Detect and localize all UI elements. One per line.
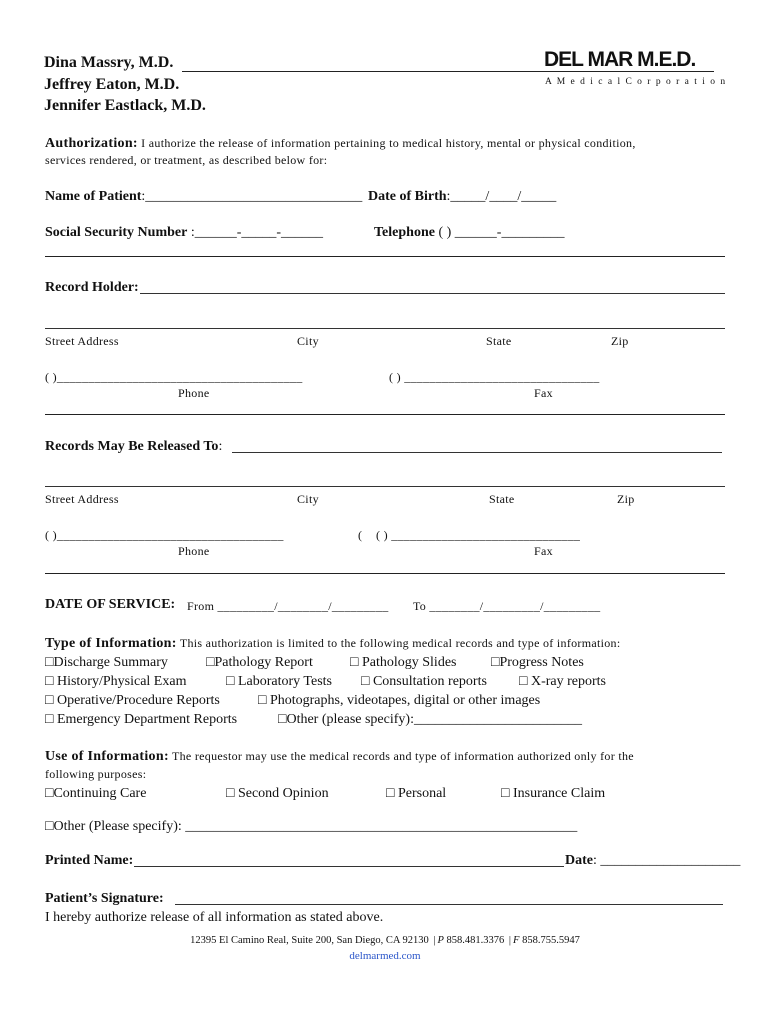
rt-phone-caption: Phone bbox=[178, 544, 210, 558]
signature-date-field[interactable] bbox=[565, 853, 740, 869]
type-of-info-label: Type of Information: bbox=[45, 636, 177, 651]
released-to-address-input[interactable] bbox=[45, 486, 725, 487]
rh-phone-input[interactable]: ( )_______________________________________ bbox=[45, 370, 303, 384]
option-label: Second Opinion bbox=[237, 786, 329, 801]
service-to-input[interactable]: To ________/_________/_________ bbox=[413, 599, 601, 613]
use-of-info-label: Use of Information: bbox=[45, 749, 169, 764]
divider-1 bbox=[45, 256, 725, 257]
dob-label: Date of Birth bbox=[368, 189, 447, 204]
ssn-blank: :______-_____-______ bbox=[187, 225, 324, 240]
option-label: History/Physical Exam bbox=[56, 674, 187, 689]
ssn-label: Social Security Number bbox=[45, 225, 188, 240]
printed-name-input[interactable] bbox=[134, 866, 564, 867]
checkbox-discharge-summary[interactable] bbox=[45, 655, 168, 671]
rt-fax-input[interactable]: ( ) ______________________________ bbox=[376, 528, 581, 542]
rt-city-caption: City bbox=[297, 492, 319, 506]
rt-fax-caption: Fax bbox=[534, 544, 553, 558]
rh-street-caption: Street Address bbox=[45, 334, 119, 348]
rt-fax-paren: ( bbox=[358, 528, 363, 542]
checkbox-operative-reports[interactable] bbox=[45, 693, 220, 709]
rt-zip-caption: Zip bbox=[617, 492, 635, 506]
released-to-input[interactable] bbox=[232, 452, 722, 453]
authorization-text-2: services rendered, or treatment, as described below for: bbox=[45, 153, 328, 167]
patient-name-field[interactable] bbox=[45, 189, 362, 205]
signature-date-label: Date bbox=[565, 853, 593, 868]
checkbox-other-type[interactable] bbox=[278, 712, 582, 728]
printed-name-label: Printed Name: bbox=[45, 853, 134, 868]
checkbox-progress-notes[interactable] bbox=[491, 655, 584, 671]
use-of-info-desc-2: following purposes: bbox=[45, 767, 147, 781]
date-of-service-label: DATE OF SERVICE: bbox=[45, 597, 176, 612]
rh-state-caption: State bbox=[486, 334, 512, 348]
option-label: X-ray reports bbox=[530, 674, 606, 689]
rh-city-caption: City bbox=[297, 334, 319, 348]
checkbox-pathology-slides[interactable] bbox=[350, 655, 456, 671]
rt-phone-input[interactable]: ( )____________________________________ bbox=[45, 528, 284, 542]
rt-state-caption: State bbox=[489, 492, 515, 506]
rh-phone-caption: Phone bbox=[178, 386, 210, 400]
checkbox-photographs[interactable] bbox=[258, 693, 540, 709]
divider-2 bbox=[45, 414, 725, 415]
signature-date-blank: : ____________________ bbox=[593, 853, 741, 868]
option-label: Pathology Slides bbox=[361, 655, 457, 670]
released-to-field bbox=[45, 439, 222, 455]
checkbox-other-use[interactable] bbox=[45, 819, 577, 835]
checkbox-xray-reports[interactable] bbox=[519, 674, 606, 690]
checkbox-laboratory-tests[interactable] bbox=[226, 674, 332, 690]
dob-blank: :_____/____/_____ bbox=[446, 189, 557, 204]
doctor-name-1: Dina Massry, M.D. bbox=[44, 54, 174, 71]
footer-contact: 12395 El Camino Real, Suite 200, San Diego, CA 92130 | P 858.481.3376 | F 858.755.5947 bbox=[190, 935, 580, 946]
footer-fax-prefix: F bbox=[513, 935, 520, 946]
patient-name-blank: :_______________________________ bbox=[141, 189, 363, 204]
logo-sub: A M e d i c a l C o r p o r a t i o n bbox=[545, 77, 727, 87]
released-to-label: Records May Be Released To bbox=[45, 439, 219, 454]
option-label: Operative/Procedure Reports bbox=[56, 693, 220, 708]
option-label: Discharge Summary bbox=[53, 655, 168, 670]
authorization-label: Authorization: bbox=[45, 136, 138, 151]
doctor-name-3: Jennifer Eastlack, M.D. bbox=[44, 97, 206, 114]
footer-phone-prefix: P bbox=[437, 935, 444, 946]
released-to-colon: : bbox=[218, 439, 223, 454]
footer-fax: 858.755.5947 bbox=[519, 935, 580, 946]
option-label: Other (please specify):________________________ bbox=[286, 712, 582, 727]
authorize-statement: I hereby authorize release of all information as stated above. bbox=[45, 910, 384, 925]
record-holder-label: Record Holder: bbox=[45, 280, 139, 295]
option-label: Laboratory Tests bbox=[237, 674, 332, 689]
telephone-field[interactable] bbox=[374, 225, 564, 241]
option-label: Consultation reports bbox=[372, 674, 487, 689]
checkbox-history-physical[interactable] bbox=[45, 674, 186, 690]
footer-website-link[interactable]: delmarmed.com bbox=[349, 950, 421, 962]
checkbox-pathology-report[interactable] bbox=[206, 655, 313, 671]
doctor-name-2: Jeffrey Eaton, M.D. bbox=[44, 76, 180, 93]
service-from-input[interactable]: From _________/________/_________ bbox=[187, 599, 389, 613]
authorization-line-1 bbox=[45, 136, 636, 152]
record-holder-address-input[interactable] bbox=[45, 328, 725, 329]
checkbox-insurance-claim[interactable] bbox=[501, 786, 605, 802]
patient-name-label: Name of Patient bbox=[45, 189, 142, 204]
option-label: Emergency Department Reports bbox=[56, 712, 238, 727]
patient-signature-input[interactable] bbox=[175, 904, 723, 905]
option-label: Continuing Care bbox=[53, 786, 147, 801]
option-label: Insurance Claim bbox=[512, 786, 606, 801]
type-of-info-header bbox=[45, 636, 621, 652]
use-of-info-header bbox=[45, 749, 634, 765]
dob-field[interactable] bbox=[368, 189, 556, 205]
ssn-field[interactable] bbox=[45, 225, 323, 241]
option-label: Personal bbox=[397, 786, 447, 801]
logo-main: DEL MAR M.E.D. bbox=[544, 48, 696, 71]
footer-phone: 858.481.3376 bbox=[443, 935, 505, 946]
option-label: Pathology Report bbox=[214, 655, 313, 670]
telephone-label: Telephone bbox=[374, 225, 435, 240]
rh-fax-input[interactable]: ( ) _______________________________ bbox=[389, 370, 600, 384]
checkbox-consultation-reports[interactable] bbox=[361, 674, 487, 690]
rh-fax-caption: Fax bbox=[534, 386, 553, 400]
patient-signature-label: Patient’s Signature: bbox=[45, 891, 164, 906]
use-of-info-desc-1: The requestor may use the medical records and type of information authorized only for the bbox=[168, 749, 634, 763]
type-of-info-desc: This authorization is limited to the following medical records and type of information: bbox=[176, 636, 621, 650]
divider-3 bbox=[45, 573, 725, 574]
checkbox-second-opinion[interactable] bbox=[226, 786, 329, 802]
telephone-blank: ( ) ______-_________ bbox=[438, 225, 565, 240]
checkbox-emergency-reports[interactable] bbox=[45, 712, 237, 728]
authorization-text-1: I authorize the release of information pertaining to medical history, mental or physical condition, bbox=[137, 136, 636, 150]
record-holder-input[interactable] bbox=[140, 293, 725, 294]
option-label: Photographs, videotapes, digital or other images bbox=[269, 693, 541, 708]
rt-street-caption: Street Address bbox=[45, 492, 119, 506]
checkbox-continuing-care[interactable] bbox=[45, 786, 146, 802]
checkbox-personal[interactable] bbox=[386, 786, 446, 802]
footer-address: 12395 El Camino Real, Suite 200, San Diego, CA 92130 bbox=[190, 935, 429, 946]
option-label: Progress Notes bbox=[499, 655, 584, 670]
option-label: Other (Please specify): ________________________________________________________ bbox=[53, 819, 578, 834]
rh-zip-caption: Zip bbox=[611, 334, 629, 348]
